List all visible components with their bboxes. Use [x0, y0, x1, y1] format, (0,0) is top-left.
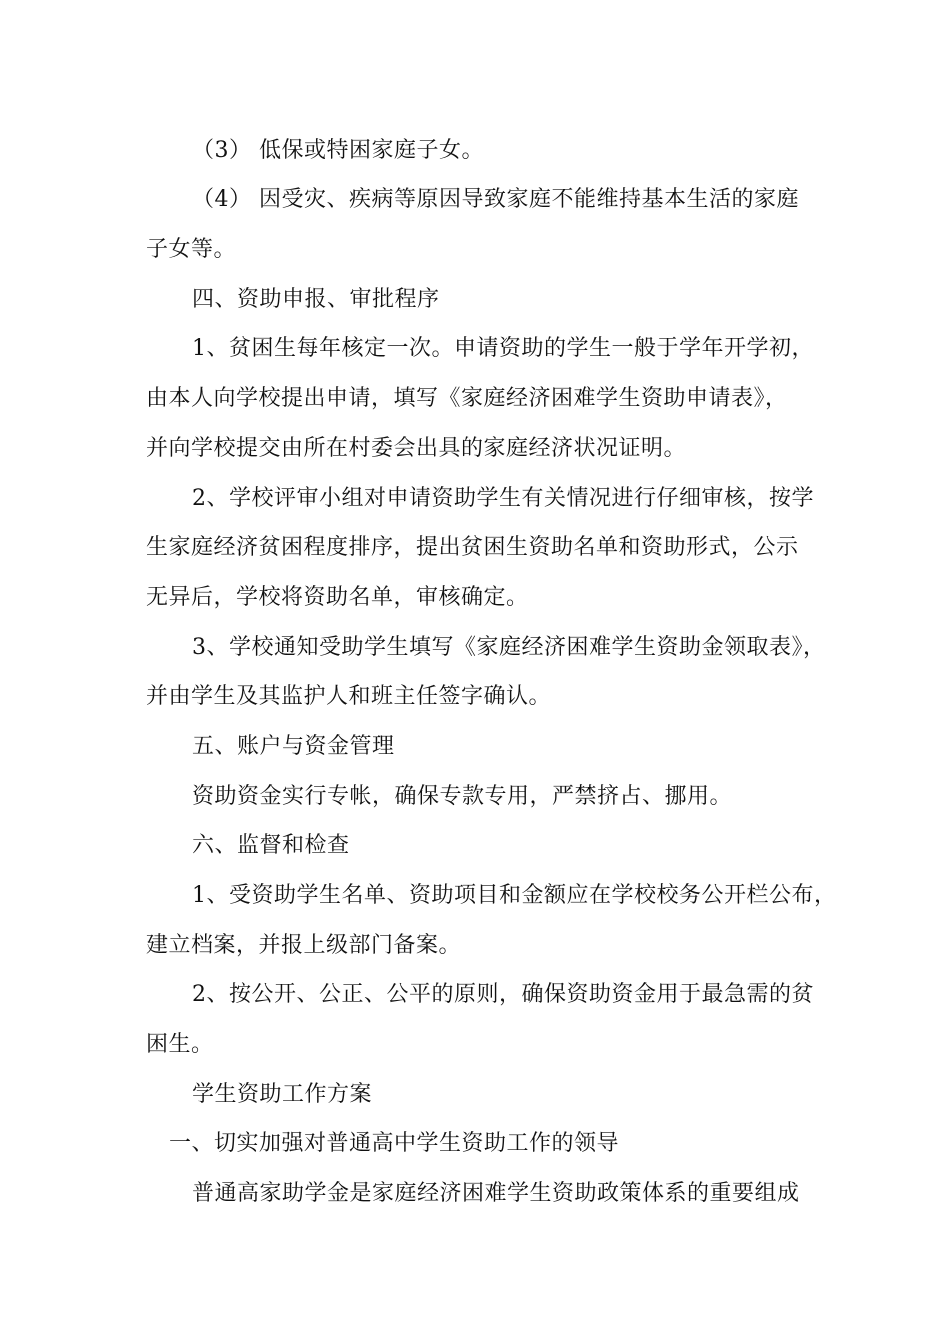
text-line: 普通高家助学金是家庭经济困难学生资助政策体系的重要组成: [192, 1181, 800, 1206]
text-line: 并由学生及其监护人和班主任签字确认。: [146, 684, 552, 709]
text-line: 困生。: [146, 1032, 214, 1057]
text-line: 2、学校评审小组对申请资助学生有关情况进行仔细审核，按学: [192, 486, 814, 511]
text-line: 无异后，学校将资助名单，审核确定。: [146, 585, 529, 610]
section-heading: 一、切实加强对普通高中学生资助工作的领导: [169, 1131, 620, 1156]
section-heading: 五、账户与资金管理: [192, 734, 395, 759]
text-line: （4） 因受灾、疾病等原因导致家庭不能维持基本生活的家庭: [192, 187, 799, 212]
text-line: 2、按公开、公正、公平的原则，确保资助资金用于最急需的贫: [192, 982, 814, 1007]
text-line: 子女等。: [146, 237, 237, 262]
text-line: 资助资金实行专帐，确保专款专用，严禁挤占、挪用。: [192, 784, 733, 809]
text-line: 建立档案，并报上级部门备案。: [146, 933, 462, 958]
text-line: 1、受资助学生名单、资助项目和金额应在学校校务公开栏公布，: [192, 883, 837, 908]
text-line: 3、学校通知受助学生填写《家庭经济困难学生资助金领取表》，: [192, 635, 826, 660]
text-line: 并向学校提交由所在村委会出具的家庭经济状况证明。: [146, 436, 687, 461]
text-line: 1、贫困生每年核定一次。申请资助的学生一般于学年开学初，: [192, 336, 814, 361]
section-heading: 四、资助申报、审批程序: [192, 287, 440, 312]
text-line: （3） 低保或特困家庭子女。: [192, 138, 484, 163]
text-line: 由本人向学校提出申请，填写《家庭经济困难学生资助申请表》，: [146, 386, 788, 411]
section-heading: 六、监督和检查: [192, 833, 350, 858]
section-title: 学生资助工作方案: [192, 1082, 373, 1107]
text-line: 生家庭经济贫困程度排序，提出贫困生资助名单和资助形式，公示: [146, 535, 799, 560]
